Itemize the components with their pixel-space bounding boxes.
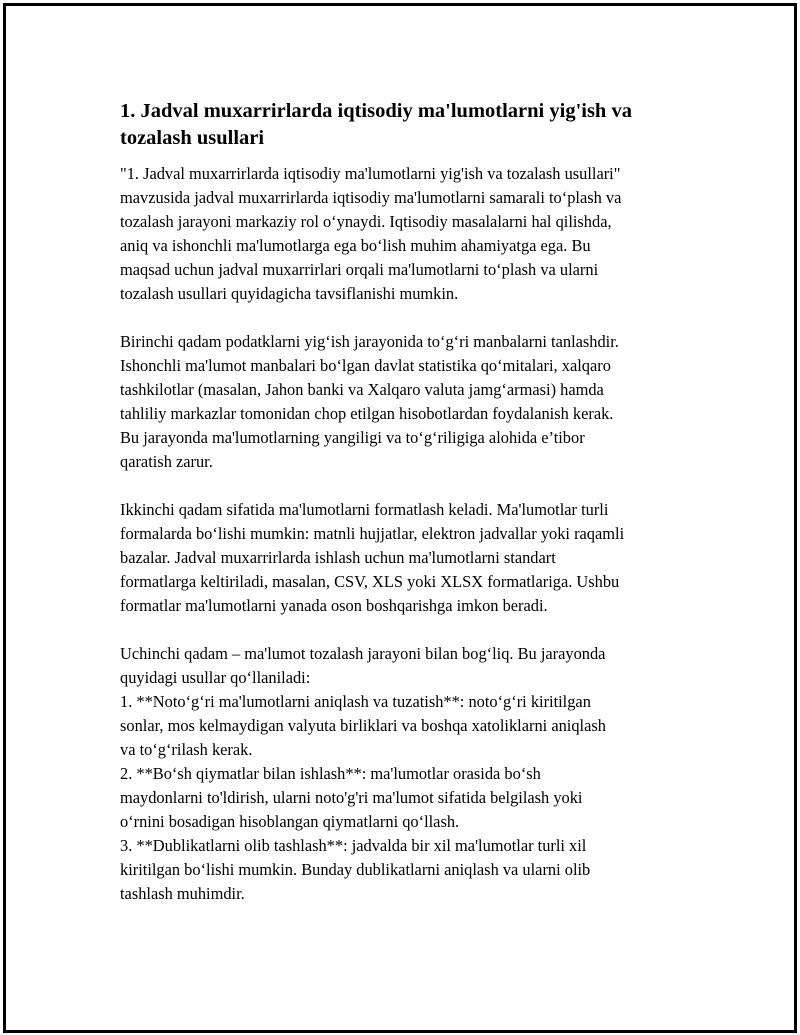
- heading-line: 1. Jadval muxarrirlarda iqtisodiy ma'lumotlarni yig'ish va: [120, 100, 632, 122]
- text-line: tozalash usullari quyidagicha tavsiflanishi mumkin.: [120, 284, 459, 303]
- list-item-line: 1. **Noto‘g‘ri ma'lumotlarni aniqlash va tuzatish**: noto‘g‘ri kiritilgan: [120, 692, 591, 711]
- heading-line: tozalash usullari: [120, 127, 265, 149]
- text-line: "1. Jadval muxarrirlarda iqtisodiy ma'lumotlarni yig'ish va tozalash usullari": [120, 164, 621, 183]
- text-line: Ikkinchi qadam sifatida ma'lumotlarni formatlash keladi. Ma'lumotlar turli: [120, 500, 609, 519]
- document-content: [120, 98, 700, 906]
- list-item-line: tashlash muhimdir.: [120, 884, 245, 903]
- list-item-line: o‘rnini bosadigan hisoblangan qiymatlarni qo‘llash.: [120, 812, 460, 831]
- text-line: Ishonchli ma'lumot manbalari bo‘lgan davlat statistika qo‘mitalari, xalqaro: [120, 356, 611, 375]
- text-line: formatlar ma'lumotlarni yanada oson boshqarishga imkon beradi.: [120, 596, 548, 615]
- text-line: Uchinchi qadam – ma'lumot tozalash jarayoni bilan bog‘liq. Bu jarayonda: [120, 644, 606, 663]
- text-line: formalarda bo‘lishi mumkin: matnli hujjatlar, elektron jadvallar yoki raqamli: [120, 524, 625, 543]
- text-line: qaratish zarur.: [120, 452, 213, 471]
- text-line: tahliliy markazlar tomonidan chop etilgan hisobotlardan foydalanish kerak.: [120, 404, 614, 423]
- paragraph-intro: [120, 162, 700, 306]
- list-item-line: maydonlarni to'ldirish, ularni noto'g'ri ma'lumot sifatida belgilash yoki: [120, 788, 583, 807]
- text-line: tashkilotlar (masalan, Jahon banki va Xalqaro valuta jamg‘armasi) hamda: [120, 380, 604, 399]
- paragraph-third-step: [120, 642, 700, 906]
- text-line: aniq va ishonchli ma'lumotlarga ega bo‘lish muhim ahamiyatga ega. Bu: [120, 236, 591, 255]
- text-line: quyidagi usullar qo‘llaniladi:: [120, 668, 311, 687]
- paragraph-first-step: [120, 330, 700, 474]
- document-page: [3, 3, 797, 1033]
- text-line: Birinchi qadam podatklarni yig‘ish jarayonida to‘g‘ri manbalarni tanlashdir.: [120, 332, 619, 351]
- text-line: formatlarga keltiriladi, masalan, CSV, XLS yoki XLSX formatlariga. Ushbu: [120, 572, 620, 591]
- text-line: tozalash jarayoni markaziy rol o‘ynaydi. Iqtisodiy masalalarni hal qilishda,: [120, 212, 612, 231]
- list-item-line: va to‘g‘rilash kerak.: [120, 740, 253, 759]
- text-line: bazalar. Jadval muxarrirlarda ishlash uchun ma'lumotlarni standart: [120, 548, 556, 567]
- list-item-line: kiritilgan bo‘lishi mumkin. Bunday dublikatlarni aniqlash va ularni olib: [120, 860, 591, 879]
- paragraph-second-step: [120, 498, 700, 618]
- list-item-line: sonlar, mos kelmaydigan valyuta birliklari va boshqa xatoliklarni aniqlash: [120, 716, 606, 735]
- text-line: mavzusida jadval muxarrirlarda iqtisodiy ma'lumotlarni samarali to‘plash va: [120, 188, 622, 207]
- text-line: Bu jarayonda ma'lumotlarning yangiligi va to‘g‘riligiga alohida e’tibor: [120, 428, 585, 447]
- text-line: maqsad uchun jadval muxarrirlari orqali ma'lumotlarni to‘plash va ularni: [120, 260, 599, 279]
- list-item-line: 3. **Dublikatlarni olib tashlash**: jadvalda bir xil ma'lumotlar turli xil: [120, 836, 587, 855]
- list-item-line: 2. **Bo‘sh qiymatlar bilan ishlash**: ma'lumotlar orasida bo‘sh: [120, 764, 541, 783]
- section-heading: [120, 98, 700, 152]
